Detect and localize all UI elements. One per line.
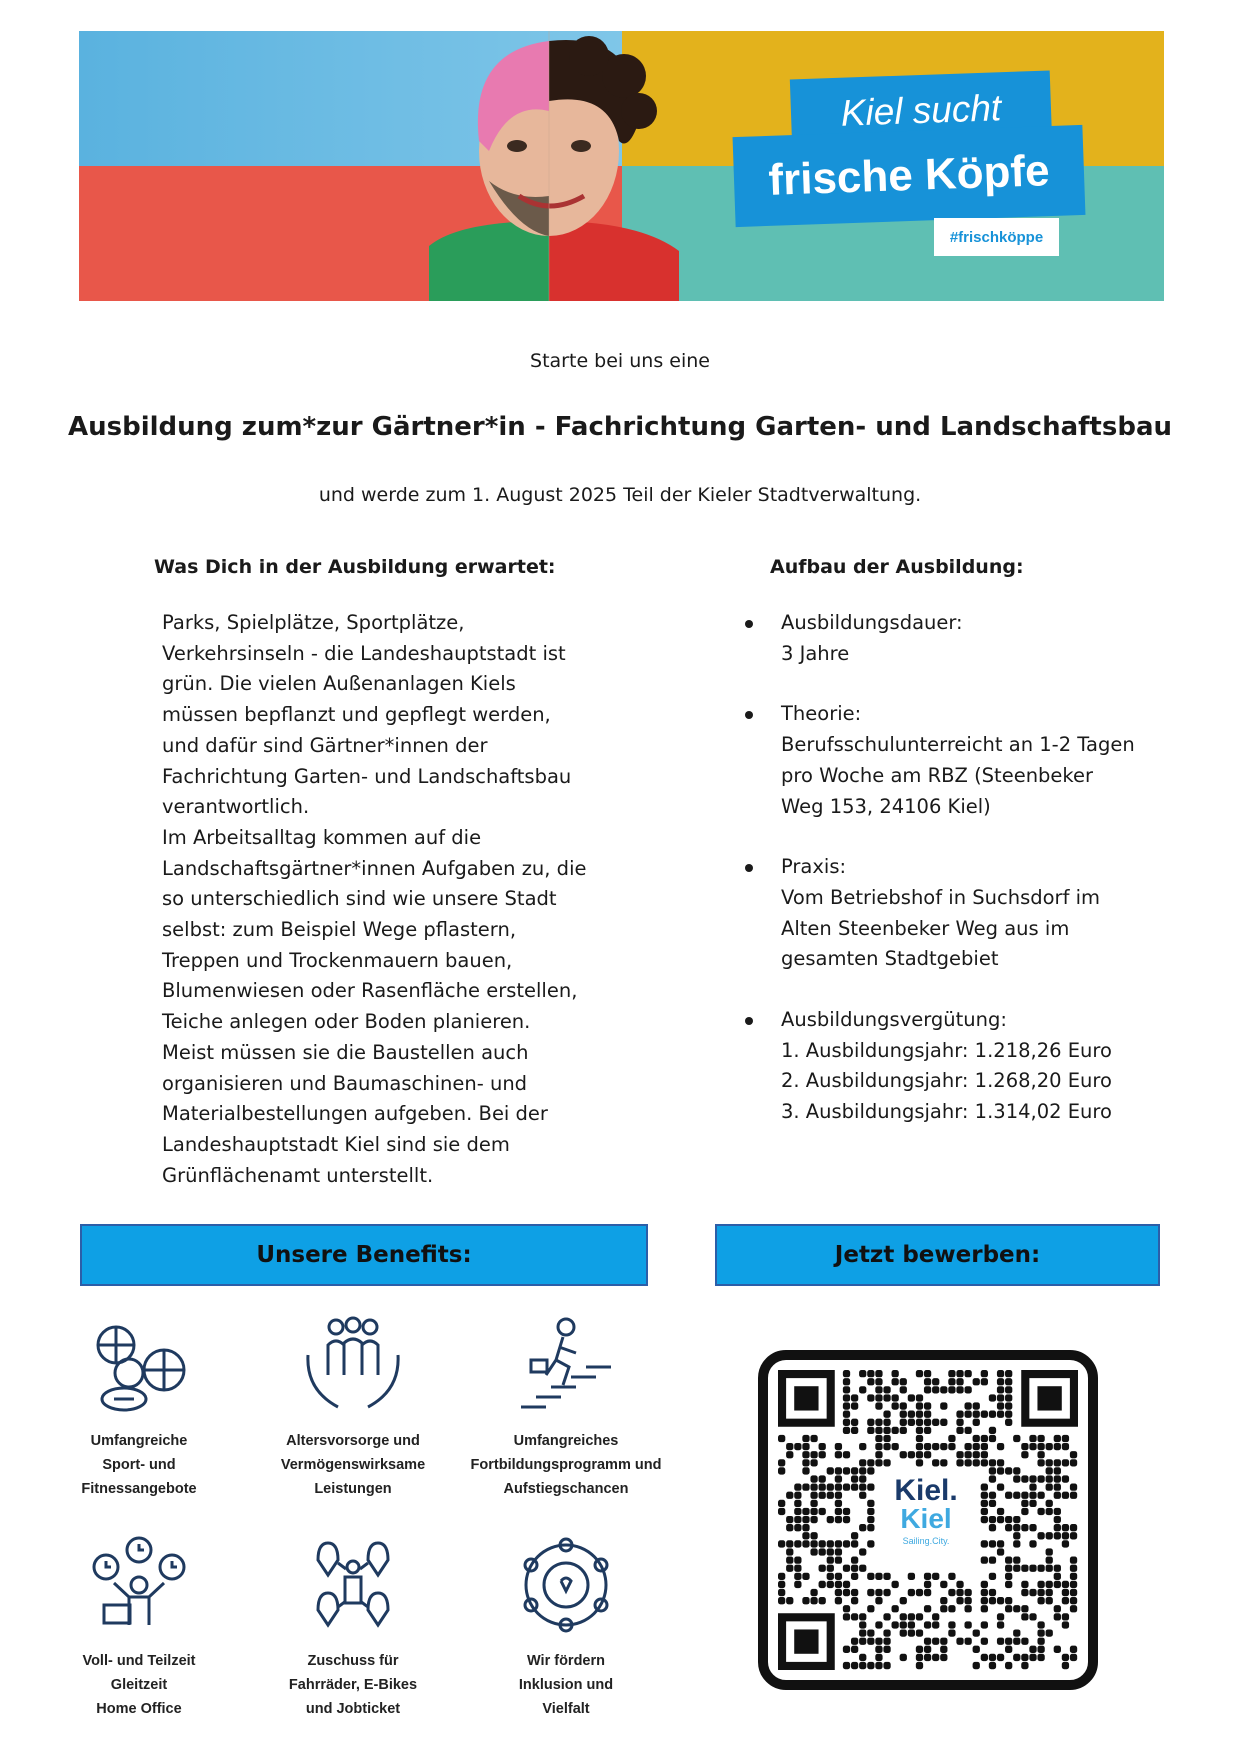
body-text-line: selbst: zum Beispiel Wege pflastern, xyxy=(162,918,517,942)
benefit-caption-line: Umfangreiche xyxy=(90,1433,188,1449)
body-text-line: Treppen und Trockenmauern bauen, xyxy=(162,948,513,972)
mobility-pins-icon xyxy=(298,1535,408,1635)
body-text-line: Teiche anlegen oder Boden planieren. xyxy=(162,1010,531,1034)
bullet-dot-icon xyxy=(745,864,753,872)
bullet-text-line: gesamten Stadtgebiet xyxy=(781,947,999,971)
left-body-text xyxy=(162,608,612,1191)
apply-heading: Jetzt bewerben: xyxy=(834,1242,1041,1268)
body-text-line: Grünflächenamt unterstellt. xyxy=(162,1163,434,1187)
qr-logo-line1: Kiel. xyxy=(894,1474,958,1507)
benefit-caption-line: Vielfalt xyxy=(542,1701,590,1717)
benefit-item-flextime xyxy=(34,1535,244,1721)
benefit-caption xyxy=(34,1429,244,1501)
benefit-caption xyxy=(248,1649,458,1721)
body-text-line: müssen bepflanzt und gepflegt werden, xyxy=(162,703,551,727)
bullet-dot-icon xyxy=(745,620,753,628)
banner-hashtag-badge xyxy=(934,218,1059,256)
body-text-line: Im Arbeitsalltag kommen auf die xyxy=(162,825,482,849)
benefit-caption-line: Wir fördern xyxy=(526,1653,605,1669)
benefit-caption-line: Fortbildungsprogramm und xyxy=(470,1457,662,1473)
right-heading: Aufbau der Ausbildung: xyxy=(770,556,1024,578)
body-text-line: Meist müssen sie die Baustellen auch xyxy=(162,1040,529,1064)
body-text-line: Materialbestellungen aufgeben. Bei der xyxy=(162,1102,548,1126)
body-text-line: verantwortlich. xyxy=(162,795,310,819)
benefit-caption-line: Fahrräder, E-Bikes xyxy=(288,1677,418,1693)
body-text-line: Fachrichtung Garten- und Landschaftsbau xyxy=(162,764,572,788)
benefit-caption-line: und Jobticket xyxy=(305,1701,401,1717)
benefit-caption-line: Zuschuss für xyxy=(307,1653,399,1669)
body-text-line: Landschaftsgärtner*innen Aufgaben zu, die xyxy=(162,856,587,880)
body-text-line: Blumenwiesen oder Rasenfläche erstellen, xyxy=(162,979,578,1003)
header-banner xyxy=(79,31,1164,301)
bullet-text-line: Praxis: xyxy=(781,855,847,879)
apply-header-bar xyxy=(715,1224,1160,1286)
bullet-item xyxy=(745,852,1165,975)
bullet-dot-icon xyxy=(745,711,753,719)
bullet-text-line: 3 Jahre xyxy=(781,641,850,665)
benefit-caption-line: Home Office xyxy=(96,1701,182,1717)
benefit-caption-line: Inklusion und xyxy=(518,1677,614,1693)
benefit-caption xyxy=(34,1649,244,1721)
benefit-caption xyxy=(461,1649,671,1721)
benefit-caption-line: Voll- und Teilzeit xyxy=(82,1653,196,1669)
body-text-line: so unterschiedlich sind wie unsere Stadt xyxy=(162,887,557,911)
bullet-list xyxy=(745,608,1165,1158)
bullet-item xyxy=(745,1005,1165,1128)
qr-center-logo xyxy=(878,1470,974,1562)
portrait-image xyxy=(389,31,709,301)
bullet-dot-icon xyxy=(745,1017,753,1025)
benefit-item-inclusion xyxy=(461,1535,671,1721)
bullet-text-line: Berufsschulunterreicht an 1-2 Tagen xyxy=(781,733,1135,757)
benefit-caption-line: Fitnessangebote xyxy=(81,1481,197,1497)
bullet-text-line: Vom Betriebshof in Suchsdorf im xyxy=(781,885,1101,909)
benefit-caption-line: Gleitzeit xyxy=(110,1677,168,1693)
bullet-text-line: 2. Ausbildungsjahr: 1.268,20 Euro xyxy=(781,1069,1112,1093)
qr-logo-line2: Kiel xyxy=(900,1503,952,1534)
sports-balls-icon xyxy=(84,1315,194,1415)
benefit-caption-line: Aufstiegschancen xyxy=(503,1481,629,1497)
benefit-caption-line: Sport- und xyxy=(102,1457,176,1473)
bullet-text-line: Ausbildungsdauer: xyxy=(781,611,963,634)
body-text-line: organisieren und Baumaschinen- und xyxy=(162,1071,528,1095)
benefit-caption xyxy=(248,1429,458,1501)
benefits-header-bar xyxy=(80,1224,648,1286)
left-heading: Was Dich in der Ausbildung erwartet: xyxy=(154,556,556,578)
banner-hashtag: #frischköppe xyxy=(949,228,1044,246)
body-text-line: grün. Die vielen Außenanlagen Kiels xyxy=(162,672,516,696)
intro-subline: und werde zum 1. August 2025 Teil der Kieler Stadtverwaltung. xyxy=(318,484,922,506)
career-stairs-icon xyxy=(511,1315,621,1415)
bullet-text-line: Theorie: xyxy=(781,702,862,726)
body-text-line: Parks, Spielplätze, Sportplätze, xyxy=(162,611,465,634)
benefit-item-sports xyxy=(34,1315,244,1501)
banner-line2: frische Köpfe xyxy=(767,146,1051,205)
benefit-caption-line: Altersvorsorge und xyxy=(286,1433,420,1449)
benefit-caption-line: Vermögenswirksame xyxy=(280,1457,426,1473)
bullet-text-line: Weg 153, 24106 Kiel) xyxy=(781,794,991,818)
benefit-item-mobility xyxy=(248,1535,458,1721)
bullet-text-line: Alten Steenbeker Weg aus im xyxy=(781,916,1070,940)
benefit-item-training xyxy=(461,1315,671,1501)
page-title: Ausbildung zum*zur Gärtner*in - Fachrichtung Garten- und Landschaftsbau xyxy=(67,412,1173,442)
inclusion-circle-icon xyxy=(511,1535,621,1635)
benefits-heading: Unsere Benefits: xyxy=(256,1242,472,1268)
bullet-text-line: 1. Ausbildungsjahr: 1.218,26 Euro xyxy=(781,1038,1112,1062)
people-in-hands-icon xyxy=(298,1315,408,1415)
intro-line: Starte bei uns eine xyxy=(530,350,710,372)
benefit-caption-line: Umfangreiches xyxy=(513,1433,619,1449)
bullet-text-line: pro Woche am RBZ (Steenbeker xyxy=(781,763,1094,787)
benefit-caption xyxy=(461,1429,671,1501)
banner-tag-frische-koepfe xyxy=(733,125,1086,227)
flexible-time-icon xyxy=(84,1535,194,1635)
bullet-text-line: Ausbildungsvergütung: xyxy=(781,1008,1007,1032)
body-text-line: und dafür sind Gärtner*innen der xyxy=(162,733,488,757)
bullet-text-line: 3. Ausbildungsjahr: 1.314,02 Euro xyxy=(781,1100,1112,1124)
bullet-item xyxy=(745,699,1165,822)
qr-logo-tagline: Sailing.City. xyxy=(902,1536,950,1546)
benefit-caption-line: Leistungen xyxy=(314,1481,392,1497)
body-text-line: Landeshauptstadt Kiel sind sie dem xyxy=(162,1132,510,1156)
benefit-item-pension xyxy=(248,1315,458,1501)
body-text-line: Verkehrsinseln - die Landeshauptstadt ist xyxy=(162,641,566,665)
bullet-item xyxy=(745,608,1165,669)
banner-line1: Kiel sucht xyxy=(840,87,1002,134)
